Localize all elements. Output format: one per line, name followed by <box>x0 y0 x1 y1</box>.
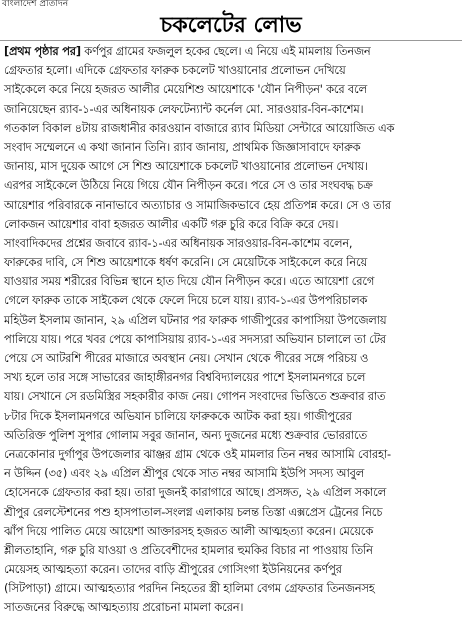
article-line: লোকজন আয়েশার বাবা হজরত আলীর একটি গরু চুরি করে বিক্রি করে দেয়। <box>4 216 339 231</box>
article-line: যায়। সেখানে সে রডমিস্ত্রির সহকারীর কাজ নেয়। গোপন সংবাদের ভিত্তিতে শুক্রবার রাত <box>4 389 386 404</box>
article-line: মেয়েসহ আত্মহত্যা করেন। তাদের বাড়ি শ্রীপুরের গোসিংগা ইউনিয়নের কর্ণপুর <box>4 562 342 577</box>
article-line-text: কর্ণপুর গ্রামের ফজলুল হকের ছেলে। এ নিয়ে এই মামলায় তিনজন <box>80 44 371 58</box>
article-line <box>4 42 458 61</box>
article-line: মহিউল ইসলাম জানান, ২৯ এপ্রিল ঘটনার পর ফারুক গাজীপুরের কাপাসিয়া উপজেলায় <box>4 312 387 327</box>
article-line: গেলে ফারুক তাকে সাইকেল থেকে ফেলে দিয়ে চলে যায়। র‍্যাব-১-এর উপপরিচালক <box>4 293 368 308</box>
headline-divider <box>0 40 462 41</box>
article-line: শ্লীলতাহানি, গরু চুরি যাওয়া ও প্রতিবেশীদের হামলার হুমকির বিচার না পাওয়ায় তিনি <box>4 542 373 557</box>
article-line: নেত্রকোনার দুর্গাপুর উপজেলার ঝাঞ্জর গ্রাম থেকে ওই মামলার তিন নম্বর আসামি বোরহা- <box>4 446 391 461</box>
article-line: জানায়, মাস দুয়েক আগে সে শিশু আয়েশাকে চকলেট খাওয়ানোর প্রলোভন দেখায়। <box>4 159 368 174</box>
article-line: সংবাদ সম্মেলনে এ কথা জানান তিনি। র‍্যাব জানায়, প্রাথমিক জিজ্ঞাসাবাদে ফারুক <box>4 139 361 154</box>
article-line: সাইকেলে করে নিয়ে হজরত আলীর মেয়েশিশু আয়েশাকে 'যৌন নিপীড়ন' করে বলে <box>4 82 367 97</box>
article-line: পেয়ে সে আটরশি পীরের মাজারে অবস্থান নেয়। সেখান থেকে পীরের সঙ্গে পরিচয় ও <box>4 351 369 365</box>
article-line: ৮টার দিকে ইসলামনগরে অভিযান চালিয়ে ফারুককে আটক করা হয়। গাজীপুরের <box>4 408 352 423</box>
article-line: যাওয়ার সময় শরীরের বিভিন্ন স্থানে হাত দিয়ে যৌন নিপীড়ন করে। এতে আয়েশা রেগে <box>4 274 375 289</box>
headline: চকলেটের লোভ <box>160 12 302 38</box>
article-line: ন উদ্দিন (৩৫) এবং ২৯ এপ্রিল শ্রীপুর থেকে সাত নম্বর আসামি ইউপি সদস্য আবুল <box>4 466 365 481</box>
article-line: ফারুকের দাবি, সে শিশু আয়েশাকে ধর্ষণ করেনি। সে মেয়েটিকে সাইকেলে করে নিয়ে <box>4 255 368 270</box>
masthead-strip: বাংলাদেশ প্রতিদিন <box>2 0 69 9</box>
article-line: সাংবাদিকদের প্রশ্নের জবাবে র‍্যাব-১-এর অধিনায়ক সারওয়ার-বিন-কাশেম বলেন, <box>4 235 353 250</box>
article-line: অতিরিক্ত পুলিশ সুপার গোলাম সবুর জানান, অন্য দুজনের মধ্যে শুক্রবার ভোররাতে <box>4 427 367 442</box>
article-line: গ্রেফতার হলো। এদিকে গ্রেফতার ফারুক চকলেট খাওয়ানোর প্রলোভন দেখিয়ে <box>4 63 346 78</box>
article-line: এরপর সাইকেলে উঠিয়ে নিয়ে গিয়ে যৌন নিপীড়ন করে। পরে সে ও তার সংঘবদ্ধ চক্র <box>4 178 373 193</box>
article-body <box>4 42 458 615</box>
article-line: পালিয়ে যায়। পরে খবর পেয়ে কাপাসিয়ায় র‍্যাব-১-এর সদস্যরা অভিযান চালালে তা টের <box>4 331 386 346</box>
continuation-label: [প্রথম পৃষ্ঠার পর] <box>4 44 81 58</box>
article-line: ঝাঁপ দিয়ে পালিত মেয়ে আয়েশা আক্তারসহ হজরত আলী আত্মহত্যা করেন। মেয়েকে <box>4 523 374 538</box>
article-line: সখ্য হলে তার সঙ্গে সাভারের জাহাঙ্গীরনগর বিশ্ববিদ্যালয়ের পাশে ইসলামনগরে চলে <box>4 370 366 385</box>
article-line: জানিয়েছেন র‍্যাব-১-এর অধিনায়ক লেফটেন্যান্ট কর্নেল মো. সারওয়ার-বিন-কাশেম। <box>4 101 364 116</box>
article-line: গতকাল বিকাল ৪টায় রাজধানীর কারওয়ান বাজারে র‍্যাব মিডিয়া সেন্টারে আয়োজিত এক <box>4 120 395 135</box>
article-line: (সিটপাড়া) গ্রামে। আত্মহত্যার পরদিন নিহতের স্ত্রী হালিমা বেগম গ্রেফতার তিনজনসহ <box>4 581 375 596</box>
article-line: শ্রীপুর রেলস্টেশনের পশু হাসপাতাল-সংলগ্ন এলাকায় চলন্ত তিস্তা এক্সপ্রেস ট্রেনের নিচে <box>4 504 383 519</box>
article-line: হোসেনকে গ্রেফতার করা হয়। তারা দুজনই কারাগারে আছে। প্রসঙ্গত, ২৯ এপ্রিল সকালে <box>4 485 387 500</box>
article-line: সাতজনের বিরুদ্ধে আত্মহত্যায় প্ররোচনা মামলা করেন। <box>4 600 244 615</box>
article-line: আয়েশার পরিবারকে নানাভাবে অত্যাচার ও সামাজিকভাবে হেয় প্রতিপন্ন করে। সে ও তার <box>4 197 391 212</box>
